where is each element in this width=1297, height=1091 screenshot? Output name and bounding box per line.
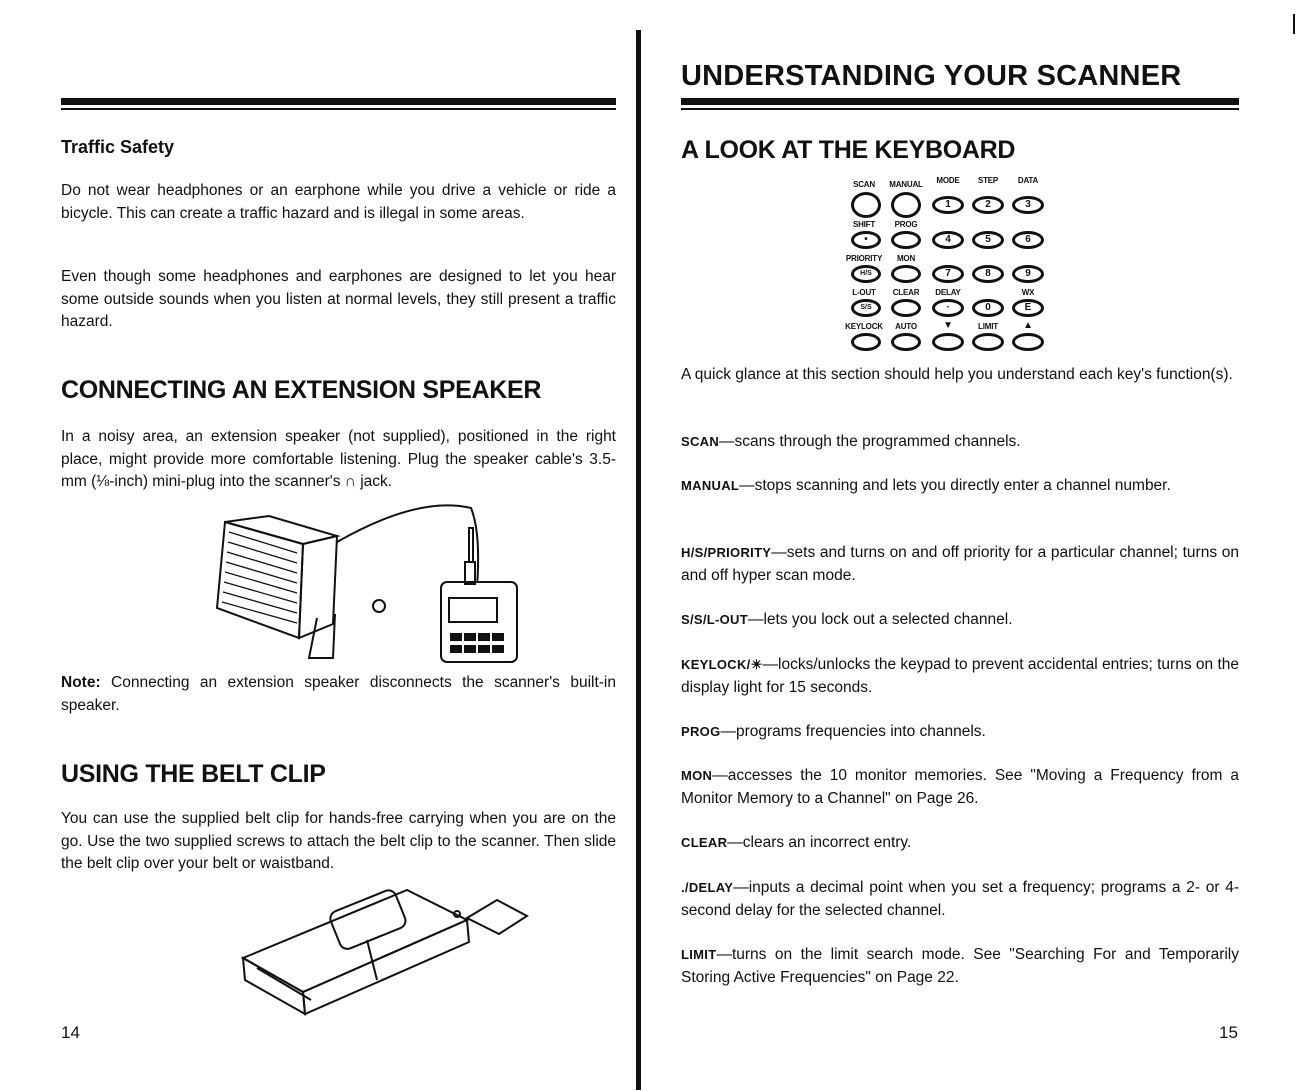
key-4[interactable]: 4: [932, 231, 964, 249]
up-key[interactable]: [1012, 333, 1044, 351]
keypad-diagram: [841, 176, 1071, 356]
traffic-safety-para1: Do not wear headphones or an earphone while you drive a vehicle or ride a bicycle. This can create a traffic hazard and is illegal in some areas.: [61, 182, 616, 222]
keylock-key[interactable]: [851, 333, 881, 351]
down-key[interactable]: [932, 333, 964, 351]
key-3[interactable]: 3: [1012, 196, 1044, 214]
key-6[interactable]: 6: [1012, 231, 1044, 249]
belt-clip-para: You can use the supplied belt clip for hands-free carrying when you are on the go. Use the two supplied screws to attach the belt clip to the scanner. Then slide the belt clip over your belt or waistband.: [61, 810, 616, 872]
extension-speaker-heading: CONNECTING AN EXTENSION SPEAKER: [61, 376, 542, 404]
key-label-auto: AUTO: [895, 322, 917, 331]
key-0[interactable]: 0: [972, 299, 1004, 317]
traffic-safety-para2: Even though some headphones and earphones are designed to let you hear some outside sounds when you listen at normal levels, they still present a traffic hazard.: [61, 268, 616, 330]
key-2[interactable]: 2: [972, 196, 1004, 214]
key-label-lout: L-OUT: [852, 288, 876, 297]
spine-binding-line: [636, 30, 641, 1090]
keyboard-heading: A LOOK AT THE KEYBOARD: [681, 136, 1016, 164]
note-text: Connecting an extension speaker disconnects the scanner's built-in speaker.: [61, 674, 616, 714]
scan-key[interactable]: [851, 192, 881, 218]
def-mon: MON—accesses the 10 monitor memories. See "Moving a Frequency from a Monitor Memory to a Channel" on Page 26.: [681, 767, 1239, 807]
prog-key[interactable]: [891, 231, 921, 249]
note-label: Note:: [61, 674, 101, 691]
belt-clip-illustration: [237, 880, 537, 1020]
auto-key[interactable]: [891, 333, 921, 351]
right-page: [681, 0, 1239, 1091]
key-label-prog: PROG: [894, 220, 918, 229]
extension-speaker-illustration: [209, 498, 529, 668]
key-label-shift: SHIFT: [852, 220, 876, 229]
key-label-delay: DELAY: [935, 288, 961, 297]
key-9[interactable]: 9: [1012, 265, 1044, 283]
hs-priority-key[interactable]: H/S: [851, 265, 881, 283]
left-page: [61, 0, 617, 1091]
key-label-mode: MODE: [936, 176, 960, 185]
key-label-scan: SCAN: [853, 180, 875, 189]
key-8[interactable]: 8: [972, 265, 1004, 283]
shift-key[interactable]: •: [851, 231, 881, 249]
manual-key[interactable]: [891, 192, 921, 218]
key-5[interactable]: 5: [972, 231, 1004, 249]
def-scan: SCAN—scans through the programmed channels.: [681, 433, 1021, 450]
page-number-left: 14: [61, 1023, 80, 1042]
def-hs-priority: H/S/PRIORITY—sets and turns on and off priority for a particular channel; turns on and off hyper scan mode.: [681, 544, 1239, 584]
key-label-mon: MON: [896, 254, 916, 263]
traffic-safety-heading: Traffic Safety: [61, 137, 175, 157]
def-manual: MANUAL—stops scanning and lets you directly enter a channel number.: [681, 477, 1171, 494]
corner-mark: [1293, 14, 1295, 34]
key-label-priority: PRIORITY: [845, 254, 883, 263]
keyboard-intro: A quick glance at this section should help you understand each key's function(s).: [681, 366, 1233, 383]
key-7[interactable]: 7: [932, 265, 964, 283]
def-delay: ./DELAY—inputs a decimal point when you set a frequency; programs a 2- or 4-second delay for the selected channel.: [681, 879, 1239, 919]
def-clear: CLEAR—clears an incorrect entry.: [681, 834, 912, 851]
key-label-limit: LIMIT: [978, 322, 998, 331]
key-label-keylock: KEYLOCK: [845, 322, 883, 331]
mon-key[interactable]: [891, 265, 921, 283]
ss-lout-key[interactable]: S/S: [851, 299, 881, 317]
key-label-manual: MANUAL: [889, 180, 923, 189]
page-number-right: 15: [1219, 1023, 1238, 1042]
page-title: UNDERSTANDING YOUR SCANNER: [681, 60, 1182, 92]
key-label-wx: WX: [1021, 288, 1035, 297]
def-limit: LIMIT—turns on the limit search mode. See "Searching For and Temporarily Storing Active Frequencies" on Page 22.: [681, 946, 1239, 986]
def-keylock: KEYLOCK/☀—locks/unlocks the keypad to prevent accidental entries; turns on the display light for 15 seconds.: [681, 656, 1239, 696]
limit-key[interactable]: [972, 333, 1004, 351]
up-arrow-icon: ▲: [1023, 320, 1033, 331]
extension-speaker-note: [61, 672, 616, 717]
def-ss-lout: S/S/L-OUT—lets you lock out a selected channel.: [681, 611, 1013, 628]
key-decimal[interactable]: ·: [932, 299, 964, 317]
belt-clip-heading: USING THE BELT CLIP: [61, 760, 326, 788]
key-1[interactable]: 1: [932, 196, 964, 214]
key-e[interactable]: E: [1012, 299, 1044, 317]
down-arrow-icon: ▼: [943, 320, 953, 331]
key-label-data: DATA: [1017, 176, 1039, 185]
def-prog: PROG—programs frequencies into channels.: [681, 723, 986, 740]
key-label-clear: CLEAR: [892, 288, 920, 297]
key-label-step: STEP: [977, 176, 999, 185]
clear-key[interactable]: [891, 299, 921, 317]
extension-speaker-para: In a noisy area, an extension speaker (not supplied), positioned in the right place, might provide more comfortable listening. Plug the speaker cable's 3.5-mm (⅛-inch) mini-plug into the scanner's ∩ jack.: [61, 428, 616, 490]
